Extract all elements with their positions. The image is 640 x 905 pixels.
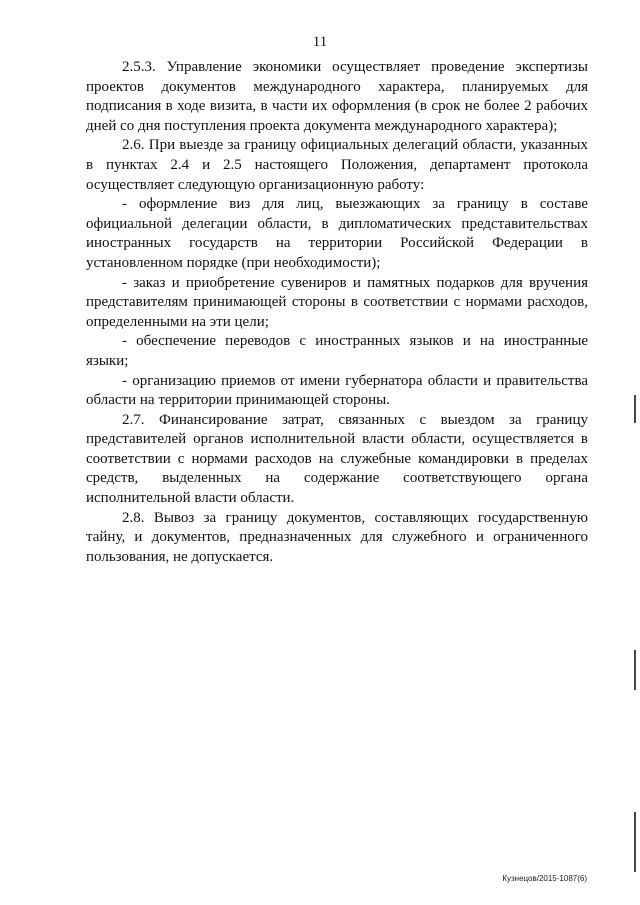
scan-edge-mark — [634, 395, 636, 423]
list-item-translations: - обеспечение переводов с иностранных языков и на иностранные языки; — [86, 333, 588, 369]
document-footer-code: Кузнецов/2015-1087(6) — [502, 874, 587, 883]
paragraph-2-5-3: 2.5.3. Управление экономики осуществляет проведение экспертизы проектов документов международного характера, планируемых для подписания в ходе визита, в части их оформления (в срок не более 2 рабочих дней со дня поступления проекта документа международного характера); — [86, 59, 588, 134]
paragraph-2-6: 2.6. При выезде за границу официальных делегаций области, указанных в пунктах 2.4 и 2.5 настоящего Положения, департамент протокола осуществляет следующую организационную работу: — [86, 137, 588, 193]
scan-edge-mark — [634, 650, 636, 690]
paragraph-2-7: 2.7. Финансирование затрат, связанных с выездом за границу представителей органов исполнительной власти области, осуществляется в соответствии с нормами расходов на служебные командировки в пределах средств, выделенных на содержание соответствующего органа исполнительной власти области. — [86, 411, 588, 507]
list-item-visas: - оформление виз для лиц, выезжающих за границу в составе официальной делегации области, в дипломатических представительствах иностранных государств на территории Российской Федерации в установленном порядке (при необходимости); — [86, 196, 588, 271]
list-item-souvenirs: - заказ и приобретение сувениров и памятных подарков для вручения представителям принимающей стороны в соответствии с нормами расходов, определенными на эти цели; — [86, 274, 588, 330]
list-item-receptions: - организацию приемов от имени губернатора области и правительства области на территории принимающей стороны. — [86, 372, 588, 409]
scan-edge-mark — [634, 812, 636, 872]
page-number: 11 — [312, 34, 328, 50]
paragraph-2-8: 2.8. Вывоз за границу документов, составляющих государственную тайну, и документов, предназначенных для служебного и ограниченного пользования, не допускается. — [86, 509, 588, 565]
document-body — [86, 58, 588, 567]
